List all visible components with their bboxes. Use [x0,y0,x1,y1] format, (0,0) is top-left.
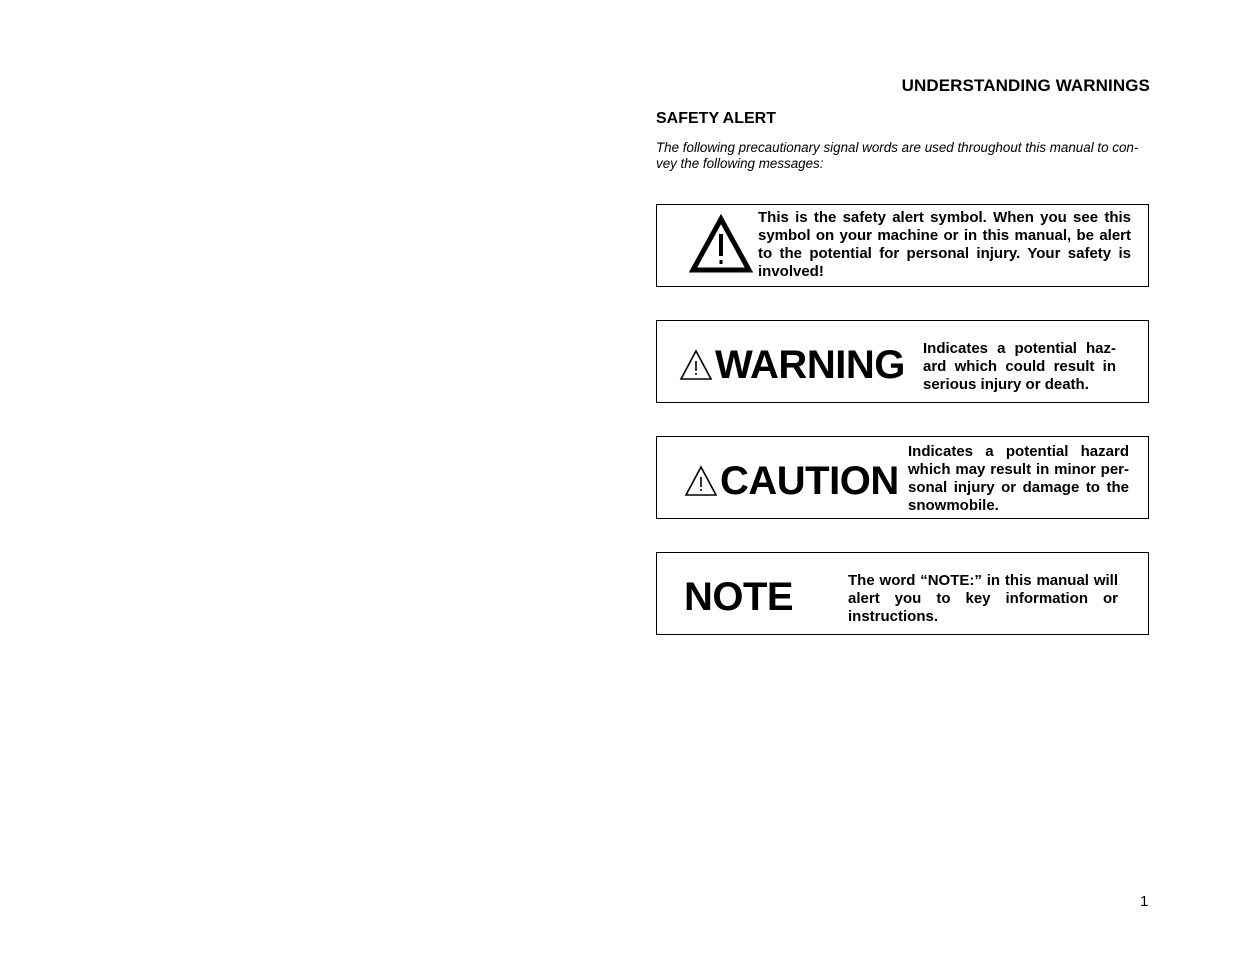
warning-signal [679,343,905,387]
warning-text: Indicates a potential haz-ard which could result in serious injury or death. [923,340,1116,393]
caution-word: CAUTION [720,459,899,503]
warning-word: WARNING [715,343,905,387]
safety-alert-text: This is the safety alert symbol. When you see this symbol on your machine or in this manual, be alert to the potential for personal injury. Your safety is involved! [758,209,1131,280]
section-title: SAFETY ALERT [656,110,777,127]
note-signal [684,575,793,619]
page-title: UNDERSTANDING WARNINGS [901,76,1150,95]
page-number: 1 [1140,893,1149,910]
caution-signal [684,459,899,503]
note-word: NOTE [684,575,794,619]
caution-text: Indicates a potential hazard which may result in minor per-sonal injury or damage to the snowmobile. [908,443,1129,514]
warning-box [656,320,1149,403]
note-text: The word “NOTE:” in this manual will alert you to key information or instructions. [848,572,1118,625]
warning-triangle-icon [684,465,718,497]
warning-triangle-icon [689,214,753,274]
caution-box [656,436,1149,519]
note-box [656,552,1149,635]
intro-paragraph: The following precautionary signal words are used throughout this manual to con-vey the following messages: [656,140,1139,171]
safety-alert-box [656,204,1149,287]
warning-triangle-icon [679,349,713,381]
